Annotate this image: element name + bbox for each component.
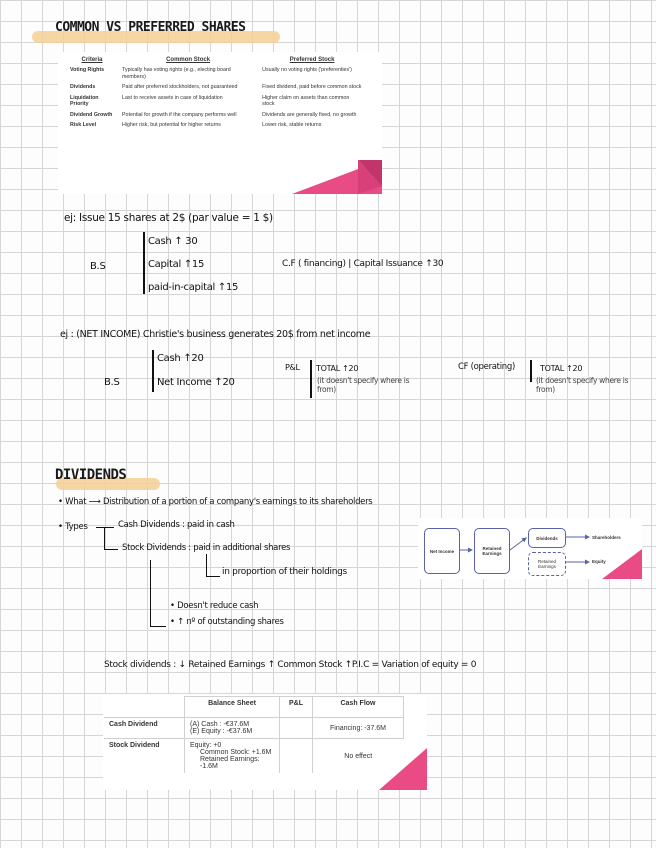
flow-net-income: Net Income [424,528,460,574]
row-common: Typically has voting rights (e.g., electing board members) [122,67,231,80]
flow-dividends: Dividends [528,528,566,548]
dividends-cash: Cash Dividends : paid in cash [118,520,235,530]
dividends-bullet2: • ↑ nº of outstanding shares [170,617,284,627]
cash-dividend-bs-line1: (A) Cash : -€37.6M [190,721,250,728]
flow-retained-earnings-2: Retained Earnings [528,552,566,576]
example1-capital: Capital ↑15 [148,259,205,270]
cash-dividend-bs [185,718,280,739]
table-row [104,718,404,739]
example2-pl-total: TOTAL ↑20 [316,364,359,373]
effects-table [104,696,404,773]
stock-dividend-bs-line1: Equity: +0 [190,742,222,749]
effects-header-pl: P&L [280,697,313,718]
row-criteria: Liquidation Priority [70,94,99,107]
example2-cf-note: (it doesn't specify where is from) [536,376,629,394]
comparison-table [66,55,366,131]
header-preferred: Preferred Stock [289,57,335,63]
dividends-stock: Stock Dividends : paid in additional shares [122,543,291,553]
row-preferred: Usually no voting rights ('preferenties') [262,67,352,73]
dividends-what: • What ⟶ Distribution of a portion of a company's earnings to its shareholders [58,497,373,507]
stock-dividend-bs-line3: Retained Earnings: -1.6M [200,756,260,770]
example2-cf-total: TOTAL ↑20 [540,364,583,373]
table-row [104,739,404,774]
example2-pl-label: P&L [285,363,300,372]
example1-pic: paid-in-capital ↑15 [148,282,239,293]
header-criteria: Criteria [81,57,103,63]
flow-equity: Equity [592,559,606,564]
row-common: Potential for growth if the company performs well [122,111,237,118]
page-title: COMMON VS PREFERRED SHARES [55,20,246,35]
example1-cash-flow: C.F ( financing) | Capital Issuance ↑30 [282,259,444,269]
example2-cf-divider [530,360,532,382]
row-criteria: Voting Rights [70,67,105,73]
stock-dividend-cf: No effect [313,739,404,774]
cash-dividend-cf: Financing: -37.6M [313,718,404,739]
pink-corner-decoration [292,160,382,194]
flow-retained-earnings: Retained Earnings [474,528,510,574]
stock-dividend-bs-line2: Common Stock: +1.6M [200,749,272,756]
effects-arrow [150,626,166,627]
table-row [66,65,366,82]
example1-bs-divider [143,232,145,294]
proportion-arrow [206,576,220,577]
stock-dividend-label: Stock Dividend [104,739,185,774]
example1-line: ej: Issue 15 shares at 2$ (par value = 1 $) [64,212,273,224]
row-common: Last to receive assets in case of liquidation [122,94,223,101]
types-arrow-cash [96,527,114,528]
example2-bs-label: B.S [104,377,120,388]
example2-pl-divider [310,360,312,398]
example2-net-income: Net Income ↑20 [157,377,235,388]
cash-dividend-pl [280,718,313,739]
header-common: Common Stock [166,57,211,63]
table-row [66,82,366,93]
cash-dividend-bs-line2: (E) Equity : -€37.6M [190,728,253,735]
types-arrow-stock [104,549,118,550]
effects-header-bs: Balance Sheet [185,697,280,718]
dividends-equation: Stock dividends : ↓ Retained Earnings ↑ Common Stock ↑P.I.C = Variation of equity = 0 [104,660,477,670]
comparison-card [58,52,382,194]
pink-corner-decoration [379,748,427,790]
row-preferred: Lower risk, stable returns [262,122,322,128]
example2-bs-divider [152,350,154,392]
proportion-connector [206,554,207,576]
table-row [66,93,366,110]
types-bracket [104,527,105,549]
effects-header-cf: Cash Flow [313,697,404,718]
table-row [66,110,366,121]
dividends-bullet1: • Doesn't reduce cash [170,601,259,611]
example1-bs-label: B.S [90,261,106,272]
row-criteria: Risk Level [70,122,97,128]
dividends-title: DIVIDENDS [55,467,127,483]
effects-card [103,694,427,790]
dividends-types: • Types [58,522,88,532]
row-common: Higher risk, but potential for higher returns [122,122,221,128]
row-common: Paid after preferred stockholders, not guaranteed [122,84,238,90]
flow-shareholders: Shareholders [592,535,621,540]
dividend-flow-card [418,518,642,579]
row-preferred: Fixed dividend, paid before common stock [262,84,362,90]
table-row [66,120,366,131]
stock-dividend-bs [185,739,280,774]
effects-header-blank [104,697,185,718]
dividends-proportion: in proportion of their holdings [222,567,347,577]
row-criteria: Dividends [70,84,96,90]
row-preferred: Higher claim on assets than common stock [262,94,350,107]
example1-cash: Cash ↑ 30 [148,236,198,247]
stock-dividend-pl [280,739,313,774]
example2-pl-note: (it doesn't specify where is from) [317,376,410,394]
example2-cash: Cash ↑20 [157,353,204,364]
effects-connector [150,560,151,626]
pink-corner-decoration [602,549,642,579]
cash-dividend-label: Cash Dividend [104,718,185,739]
row-preferred: Dividends are generally fixed, no growth [262,111,357,118]
row-criteria: Dividend Growth [70,111,113,118]
example2-line: ej : (NET INCOME) Christie's business generates 20$ from net income [60,329,371,340]
example2-cf-label: CF (operating) [458,362,515,372]
